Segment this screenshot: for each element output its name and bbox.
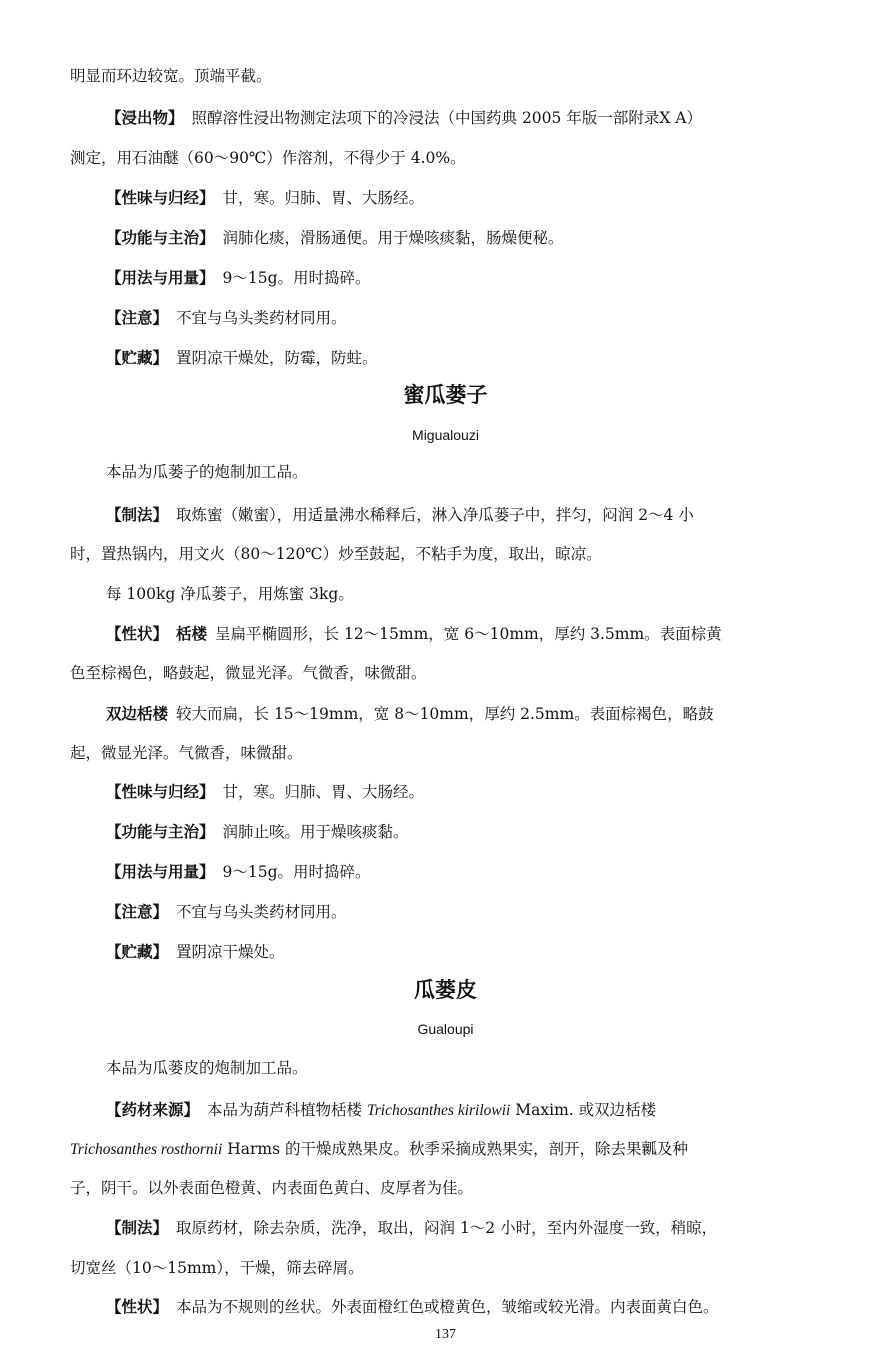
paragraph: 时，置热锅内，用文火（80～120℃）炒至鼓起，不粘手为度，取出，晾凉。 bbox=[70, 545, 602, 563]
usage-section: 【用法与用量】 9～15g。用时捣碎。 bbox=[106, 863, 371, 881]
section-key: 【性味与归经】 bbox=[106, 783, 215, 801]
paragraph: 本品为瓜蒌皮的炮制加工品。 bbox=[106, 1059, 308, 1077]
extract-section: 【浸出物】 照醇溶性浸出物测定法项下的冷浸法（中国药典 2005 年版一部附录Ⅹ A） bbox=[106, 109, 702, 127]
section-title: 瓜蒌皮 bbox=[414, 978, 477, 1002]
usage-section: 【用法与用量】 9～15g。用时捣碎。 bbox=[106, 269, 371, 287]
paragraph: Trichosanthes rosthornii Harms 的干燥成熟果皮。秋季采摘成熟果实，剖开，除去果瓤及种 bbox=[70, 1140, 688, 1158]
function-section: 【功能与主治】 润肺止咳。用于燥咳痰黏。 bbox=[106, 823, 409, 841]
method-section: 【制法】 取原药材，除去杂质，洗净，取出，闷润 1～2 小时，至内外湿度一致，稍晾， bbox=[106, 1219, 718, 1237]
character-section: 【性状】 栝楼 呈扁平椭圆形，长 12～15mm，宽 6～10mm，厚约 3.5mm。表面棕黄 bbox=[106, 625, 722, 643]
section-title: 蜜瓜蒌子 bbox=[403, 383, 488, 407]
section-key: 【性味与归经】 bbox=[106, 189, 215, 207]
section-key: 【性状】 bbox=[106, 1298, 169, 1316]
caution-section: 【注意】 不宜与乌头类药材同用。 bbox=[106, 903, 347, 921]
paragraph: 明显而环边较宽。顶端平截。 bbox=[70, 67, 272, 85]
section-key: 【注意】 bbox=[106, 309, 169, 327]
section-key: 【浸出物】 bbox=[106, 109, 184, 127]
section-key: 【功能与主治】 bbox=[106, 229, 215, 247]
paragraph: 子，阴干。以外表面色橙黄、内表面色黄白、皮厚者为佳。 bbox=[70, 1179, 474, 1197]
page-number: 137 bbox=[435, 1327, 456, 1342]
paragraph: 本品为瓜蒌子的炮制加工品。 bbox=[106, 463, 308, 481]
character-subsection: 双边栝楼 较大而扁，长 15～19mm，宽 8～10mm，厚约 2.5mm。表面棕褐色，略鼓 bbox=[106, 705, 714, 723]
paragraph: 测定，用石油醚（60～90℃）作溶剂，不得少于 4.0%。 bbox=[70, 149, 466, 167]
caution-section: 【注意】 不宜与乌头类药材同用。 bbox=[106, 309, 347, 327]
source-section: 【药材来源】 本品为葫芦科植物栝楼 Trichosanthes kirilowii Maxim. 或双边栝楼 bbox=[106, 1101, 657, 1119]
section-pinyin: Gualoupi bbox=[417, 1021, 474, 1037]
storage-section: 【贮藏】 置阴凉干燥处，防霉，防蛀。 bbox=[106, 349, 378, 367]
section-pinyin: Migualouzi bbox=[412, 427, 479, 443]
section-key: 【贮藏】 bbox=[106, 349, 169, 367]
subsection-key: 双边栝楼 bbox=[106, 705, 169, 723]
section-key: 【制法】 bbox=[106, 506, 169, 524]
section-key: 【性状】 bbox=[106, 625, 169, 643]
subsection-key: 栝楼 bbox=[176, 625, 208, 643]
function-section: 【功能与主治】 润肺化痰，滑肠通便。用于燥咳痰黏，肠燥便秘。 bbox=[106, 229, 564, 247]
paragraph: 每 100kg 净瓜蒌子，用炼蜜 3kg。 bbox=[106, 585, 354, 603]
section-key: 【功能与主治】 bbox=[106, 823, 215, 841]
nature-section: 【性味与归经】 甘，寒。归肺、胃、大肠经。 bbox=[106, 189, 425, 207]
paragraph: 色至棕褐色，略鼓起，微显光泽。气微香，味微甜。 bbox=[70, 664, 427, 682]
section-key: 【制法】 bbox=[106, 1219, 169, 1237]
section-key: 【用法与用量】 bbox=[106, 269, 215, 287]
character-section: 【性状】 本品为不规则的丝状。外表面橙红色或橙黄色，皱缩或较光滑。内表面黄白色。 bbox=[106, 1298, 719, 1316]
section-key: 【贮藏】 bbox=[106, 943, 169, 961]
section-key: 【注意】 bbox=[106, 903, 169, 921]
nature-section: 【性味与归经】 甘，寒。归肺、胃、大肠经。 bbox=[106, 783, 425, 801]
storage-section: 【贮藏】 置阴凉干燥处。 bbox=[106, 943, 285, 961]
method-section: 【制法】 取炼蜜（嫩蜜），用适量沸水稀释后，淋入净瓜蒌子中，拌匀，闷润 2～4 小 bbox=[106, 506, 694, 524]
section-key: 【用法与用量】 bbox=[106, 863, 215, 881]
paragraph: 切宽丝（10～15mm），干燥，筛去碎屑。 bbox=[70, 1259, 364, 1277]
latin-name: Trichosanthes rosthornii bbox=[70, 1141, 223, 1158]
section-key: 【药材来源】 bbox=[106, 1101, 200, 1119]
latin-name: Trichosanthes kirilowii bbox=[366, 1102, 511, 1119]
paragraph: 起，微显光泽。气微香，味微甜。 bbox=[70, 744, 303, 762]
